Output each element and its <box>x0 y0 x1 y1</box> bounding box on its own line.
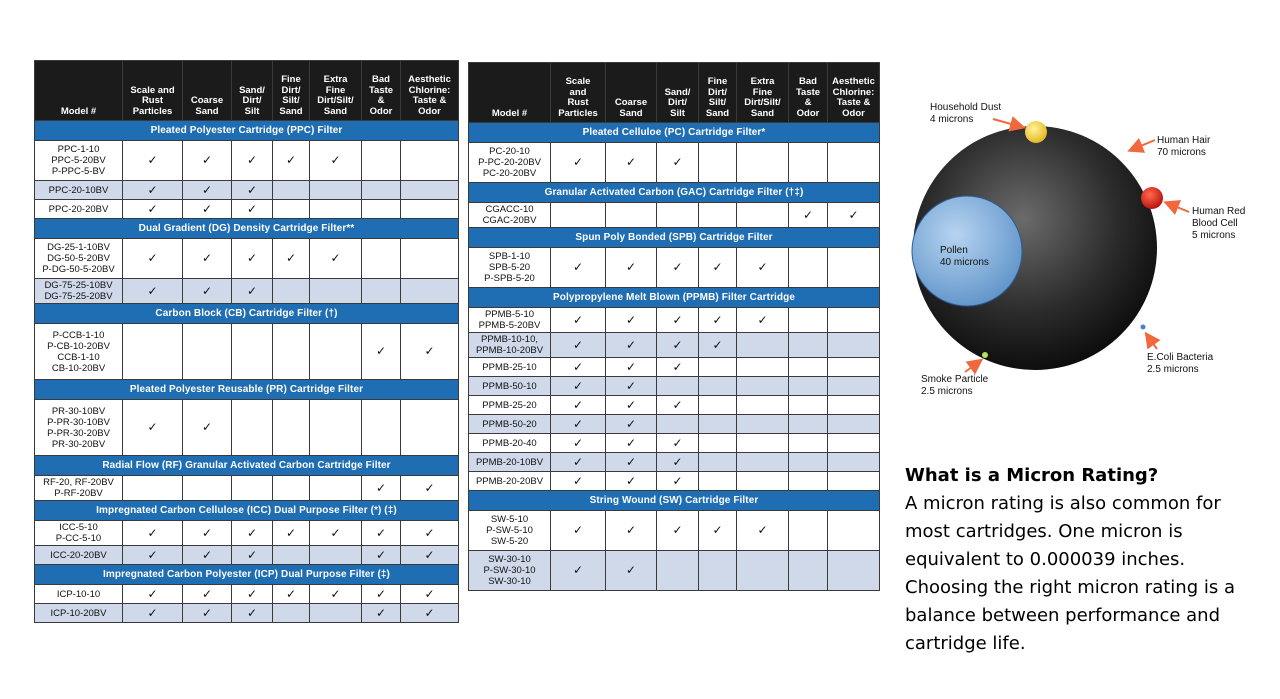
section-header-row <box>35 304 459 324</box>
empty-cell <box>310 476 362 501</box>
model-number-cell: PC-20-10 P-PC-20-20BV PC-20-20BV <box>469 143 551 183</box>
checkmark-cell: ✓ <box>123 239 183 279</box>
empty-cell <box>657 551 699 591</box>
checkmark-cell: ✓ <box>606 551 657 591</box>
empty-cell <box>362 279 401 304</box>
empty-cell <box>789 511 828 551</box>
checkmark-cell: ✓ <box>362 604 401 623</box>
table-row <box>469 333 880 358</box>
checkmark-cell: ✓ <box>310 585 362 604</box>
empty-cell <box>789 248 828 288</box>
checkmark-cell: ✓ <box>657 248 699 288</box>
empty-cell <box>737 551 789 591</box>
micron-size-diagram <box>905 95 1280 405</box>
checkmark-cell: ✓ <box>232 181 273 200</box>
table-row <box>469 551 880 591</box>
empty-cell <box>699 358 737 377</box>
checkmark-cell: ✓ <box>401 521 459 546</box>
empty-cell <box>699 396 737 415</box>
empty-cell <box>273 400 310 456</box>
checkmark-cell: ✓ <box>551 396 606 415</box>
checkmark-cell: ✓ <box>232 279 273 304</box>
checkmark-cell: ✓ <box>362 585 401 604</box>
checkmark-cell: ✓ <box>657 511 699 551</box>
empty-cell <box>828 472 880 491</box>
checkmark-cell: ✓ <box>699 308 737 333</box>
empty-cell <box>232 400 273 456</box>
empty-cell <box>310 546 362 565</box>
section-header-row <box>35 121 459 141</box>
empty-cell <box>737 396 789 415</box>
checkmark-cell: ✓ <box>273 141 310 181</box>
checkmark-cell: ✓ <box>123 141 183 181</box>
model-number-cell: PPMB-25-20 <box>469 396 551 415</box>
empty-cell <box>828 551 880 591</box>
empty-cell <box>828 308 880 333</box>
model-number-cell: PPC-20-20BV <box>35 200 123 219</box>
empty-cell <box>828 396 880 415</box>
section-header-row <box>35 501 459 521</box>
header-scale-rust: Scale and Rust Particles <box>551 63 606 123</box>
empty-cell <box>737 143 789 183</box>
empty-cell <box>737 472 789 491</box>
checkmark-cell: ✓ <box>606 143 657 183</box>
model-number-cell: PPMB-25-10 <box>469 358 551 377</box>
empty-cell <box>123 324 183 380</box>
section-header-row <box>35 565 459 585</box>
empty-cell <box>828 333 880 358</box>
model-number-cell: DG-75-25-10BV DG-75-25-20BV <box>35 279 123 304</box>
checkmark-cell: ✓ <box>551 308 606 333</box>
checkmark-cell: ✓ <box>606 434 657 453</box>
model-number-cell: PPMB-20-10BV <box>469 453 551 472</box>
checkmark-cell: ✓ <box>232 200 273 219</box>
empty-cell <box>737 453 789 472</box>
section-header-row <box>469 228 880 248</box>
empty-cell <box>737 333 789 358</box>
table-row <box>35 324 459 380</box>
empty-cell <box>362 400 401 456</box>
checkmark-cell: ✓ <box>606 333 657 358</box>
checkmark-cell: ✓ <box>273 585 310 604</box>
empty-cell <box>401 141 459 181</box>
checkmark-cell: ✓ <box>123 400 183 456</box>
checkmark-cell: ✓ <box>551 415 606 434</box>
table-row <box>35 546 459 565</box>
checkmark-cell: ✓ <box>551 472 606 491</box>
section-title: Pleated Polyester Reusable (PR) Cartridge Filter <box>35 380 459 400</box>
section-header-row <box>469 123 880 143</box>
model-number-cell: ICP-10-20BV <box>35 604 123 623</box>
model-number-cell: ICC-5-10 P-CC-5-10 <box>35 521 123 546</box>
header-bad-taste: Bad Taste & Odor <box>362 61 401 121</box>
checkmark-cell: ✓ <box>232 546 273 565</box>
checkmark-cell: ✓ <box>551 551 606 591</box>
checkmark-cell: ✓ <box>183 400 232 456</box>
table-row <box>469 415 880 434</box>
checkmark-cell: ✓ <box>699 248 737 288</box>
checkmark-cell: ✓ <box>657 453 699 472</box>
empty-cell <box>789 453 828 472</box>
checkmark-cell: ✓ <box>183 181 232 200</box>
checkmark-cell: ✓ <box>606 308 657 333</box>
empty-cell <box>699 377 737 396</box>
header-extra-fine: Extra Fine Dirt/Silt/ Sand <box>737 63 789 123</box>
checkmark-cell: ✓ <box>183 546 232 565</box>
right-filter-table <box>468 62 880 591</box>
empty-cell <box>699 472 737 491</box>
empty-cell <box>789 377 828 396</box>
model-number-cell: SW-5-10 P-SW-5-10 SW-5-20 <box>469 511 551 551</box>
section-header-row <box>35 380 459 400</box>
model-number-cell: PPMB-50-20 <box>469 415 551 434</box>
empty-cell <box>310 604 362 623</box>
empty-cell <box>232 476 273 501</box>
section-title: Polypropylene Melt Blown (PPMB) Filter Cartridge <box>469 288 880 308</box>
checkmark-cell: ✓ <box>232 604 273 623</box>
empty-cell <box>699 434 737 453</box>
empty-cell <box>828 453 880 472</box>
empty-cell <box>737 434 789 453</box>
empty-cell <box>310 200 362 219</box>
checkmark-cell: ✓ <box>123 521 183 546</box>
household-dust-label: Household Dust 4 microns <box>930 102 1002 125</box>
checkmark-cell: ✓ <box>606 396 657 415</box>
empty-cell <box>401 279 459 304</box>
empty-cell <box>273 546 310 565</box>
table-row <box>469 203 880 228</box>
empty-cell <box>273 476 310 501</box>
table-row <box>469 358 880 377</box>
empty-cell <box>737 203 789 228</box>
section-title: Pleated Celluloe (PC) Cartridge Filter* <box>469 123 880 143</box>
household-dust-circle <box>1025 121 1047 143</box>
model-number-cell: PPMB-10-10, PPMB-10-20BV <box>469 333 551 358</box>
checkmark-cell: ✓ <box>123 279 183 304</box>
table-row <box>35 141 459 181</box>
checkmark-cell: ✓ <box>551 333 606 358</box>
model-number-cell: ICC-20-20BV <box>35 546 123 565</box>
model-number-cell: PR-30-10BV P-PR-30-10BV P-PR-30-20BV PR-30-20BV <box>35 400 123 456</box>
table-row <box>469 308 880 333</box>
empty-cell <box>699 203 737 228</box>
table-row <box>35 239 459 279</box>
empty-cell <box>789 308 828 333</box>
checkmark-cell: ✓ <box>401 604 459 623</box>
checkmark-cell: ✓ <box>273 239 310 279</box>
empty-cell <box>273 279 310 304</box>
table-row <box>35 400 459 456</box>
header-sand-dirt-silt: Sand/ Dirt/ Silt <box>657 63 699 123</box>
pollen-label: Pollen 40 microns <box>940 245 989 268</box>
empty-cell <box>183 324 232 380</box>
checkmark-cell: ✓ <box>232 239 273 279</box>
empty-cell <box>551 203 606 228</box>
header-fine-dirt: Fine Dirt/ Silt/ Sand <box>699 63 737 123</box>
checkmark-cell: ✓ <box>657 434 699 453</box>
table-row <box>35 521 459 546</box>
checkmark-cell: ✓ <box>699 511 737 551</box>
checkmark-cell: ✓ <box>551 248 606 288</box>
empty-cell <box>789 434 828 453</box>
section-title: Granular Activated Carbon (GAC) Cartridge Filter (†‡) <box>469 183 880 203</box>
header-aesthetic-chlorine: Aesthetic Chlorine: Taste & Odor <box>828 63 880 123</box>
checkmark-cell: ✓ <box>123 200 183 219</box>
empty-cell <box>737 377 789 396</box>
checkmark-cell: ✓ <box>183 239 232 279</box>
left-table-body <box>35 121 459 623</box>
section-header-row <box>35 219 459 239</box>
checkmark-cell: ✓ <box>401 476 459 501</box>
section-title: Impregnated Carbon Polyester (ICP) Dual Purpose Filter (‡) <box>35 565 459 585</box>
checkmark-cell: ✓ <box>606 377 657 396</box>
model-number-cell: CGACC-10 CGAC-20BV <box>469 203 551 228</box>
checkmark-cell: ✓ <box>401 324 459 380</box>
table-row <box>469 434 880 453</box>
model-number-cell: P-CCB-1-10 P-CB-10-20BV CCB-1-10 CB-10-20BV <box>35 324 123 380</box>
empty-cell <box>828 358 880 377</box>
checkmark-cell: ✓ <box>606 472 657 491</box>
header-aesthetic-chlorine: Aesthetic Chlorine: Taste & Odor <box>401 61 459 121</box>
checkmark-cell: ✓ <box>657 472 699 491</box>
left-filter-table <box>34 60 459 623</box>
section-title: Spun Poly Bonded (SPB) Cartridge Filter <box>469 228 880 248</box>
red-blood-cell-circle <box>1141 187 1163 209</box>
checkmark-cell: ✓ <box>551 143 606 183</box>
table-row <box>35 279 459 304</box>
hair-arrow <box>1131 140 1155 150</box>
empty-cell <box>606 203 657 228</box>
micron-rating-body: A micron rating is also common for most cartridges. One micron is equivalent to 0.000039 inches. Choosing the right micron rating is a balance between performance and cartridge life. <box>905 493 1235 654</box>
table-row <box>35 476 459 501</box>
checkmark-cell: ✓ <box>737 248 789 288</box>
header-model: Model # <box>35 61 123 121</box>
checkmark-cell: ✓ <box>123 546 183 565</box>
empty-cell <box>273 200 310 219</box>
empty-cell <box>699 453 737 472</box>
empty-cell <box>273 181 310 200</box>
checkmark-cell: ✓ <box>310 141 362 181</box>
blood-arrow <box>1167 203 1189 212</box>
empty-cell <box>789 551 828 591</box>
empty-cell <box>737 415 789 434</box>
dust-arrow <box>993 119 1022 127</box>
empty-cell <box>362 181 401 200</box>
checkmark-cell: ✓ <box>362 324 401 380</box>
empty-cell <box>828 511 880 551</box>
checkmark-cell: ✓ <box>401 546 459 565</box>
table-row <box>35 200 459 219</box>
ecoli-arrow <box>1147 335 1157 349</box>
checkmark-cell: ✓ <box>657 358 699 377</box>
empty-cell <box>401 400 459 456</box>
model-number-cell: PPMB-5-10 PPMB-5-20BV <box>469 308 551 333</box>
table-row <box>35 604 459 623</box>
checkmark-cell: ✓ <box>606 415 657 434</box>
right-table-body <box>469 123 880 591</box>
checkmark-cell: ✓ <box>699 333 737 358</box>
checkmark-cell: ✓ <box>657 396 699 415</box>
checkmark-cell: ✓ <box>310 239 362 279</box>
empty-cell <box>273 604 310 623</box>
empty-cell <box>828 415 880 434</box>
header-coarse-sand: Coarse Sand <box>606 63 657 123</box>
checkmark-cell: ✓ <box>232 141 273 181</box>
empty-cell <box>828 248 880 288</box>
red-blood-cell-label: Human Red Blood Cell 5 microns <box>1192 206 1246 241</box>
table-row <box>469 453 880 472</box>
smoke-arrow <box>965 361 980 372</box>
empty-cell <box>657 377 699 396</box>
empty-cell <box>789 143 828 183</box>
ecoli-dot <box>1141 325 1146 330</box>
header-bad-taste: Bad Taste & Odor <box>789 63 828 123</box>
empty-cell <box>310 324 362 380</box>
header-extra-fine: Extra Fine Dirt/Silt/ Sand <box>310 61 362 121</box>
empty-cell <box>362 239 401 279</box>
checkmark-cell: ✓ <box>551 453 606 472</box>
checkmark-cell: ✓ <box>183 141 232 181</box>
empty-cell <box>310 279 362 304</box>
empty-cell <box>362 200 401 219</box>
section-title: Pleated Polyester Cartridge (PPC) Filter <box>35 121 459 141</box>
empty-cell <box>310 181 362 200</box>
checkmark-cell: ✓ <box>232 585 273 604</box>
model-number-cell: PPMB-20-40 <box>469 434 551 453</box>
empty-cell <box>401 239 459 279</box>
checkmark-cell: ✓ <box>183 200 232 219</box>
model-number-cell: PPC-1-10 PPC-5-20BV P-PPC-5-BV <box>35 141 123 181</box>
empty-cell <box>362 141 401 181</box>
checkmark-cell: ✓ <box>606 358 657 377</box>
section-header-row <box>469 491 880 511</box>
checkmark-cell: ✓ <box>657 143 699 183</box>
checkmark-cell: ✓ <box>551 377 606 396</box>
checkmark-cell: ✓ <box>606 248 657 288</box>
empty-cell <box>699 143 737 183</box>
checkmark-cell: ✓ <box>183 521 232 546</box>
checkmark-cell: ✓ <box>606 511 657 551</box>
ecoli-label: E.Coli Bacteria 2.5 microns <box>1147 352 1214 375</box>
empty-cell <box>657 415 699 434</box>
empty-cell <box>232 324 273 380</box>
checkmark-cell: ✓ <box>273 521 310 546</box>
checkmark-cell: ✓ <box>183 279 232 304</box>
header-model: Model # <box>469 63 551 123</box>
checkmark-cell: ✓ <box>606 453 657 472</box>
empty-cell <box>310 400 362 456</box>
checkmark-cell: ✓ <box>232 521 273 546</box>
section-title: Carbon Block (CB) Cartridge Filter (†) <box>35 304 459 324</box>
empty-cell <box>273 324 310 380</box>
header-fine-dirt: Fine Dirt/ Silt/ Sand <box>273 61 310 121</box>
table-row <box>469 396 880 415</box>
section-title: Dual Gradient (DG) Density Cartridge Filter** <box>35 219 459 239</box>
section-title: Radial Flow (RF) Granular Activated Carbon Cartridge Filter <box>35 456 459 476</box>
checkmark-cell: ✓ <box>123 585 183 604</box>
empty-cell <box>401 181 459 200</box>
checkmark-cell: ✓ <box>123 181 183 200</box>
model-number-cell: RF-20, RF-20BV P-RF-20BV <box>35 476 123 501</box>
empty-cell <box>789 415 828 434</box>
empty-cell <box>657 203 699 228</box>
checkmark-cell: ✓ <box>362 476 401 501</box>
checkmark-cell: ✓ <box>183 585 232 604</box>
model-number-cell: SW-30-10 P-SW-30-10 SW-30-10 <box>469 551 551 591</box>
header-coarse-sand: Coarse Sand <box>183 61 232 121</box>
checkmark-cell: ✓ <box>123 604 183 623</box>
empty-cell <box>789 333 828 358</box>
checkmark-cell: ✓ <box>183 604 232 623</box>
empty-cell <box>828 143 880 183</box>
smoke-particle-label: Smoke Particle 2.5 microns <box>921 374 989 397</box>
checkmark-cell: ✓ <box>657 333 699 358</box>
model-number-cell: PPC-20-10BV <box>35 181 123 200</box>
checkmark-cell: ✓ <box>789 203 828 228</box>
table-row <box>35 181 459 200</box>
empty-cell <box>183 476 232 501</box>
checkmark-cell: ✓ <box>362 546 401 565</box>
table-row <box>469 248 880 288</box>
human-hair-label: Human Hair 70 microns <box>1157 135 1211 158</box>
model-number-cell: DG-25-1-10BV DG-50-5-20BV P-DG-50-5-20BV <box>35 239 123 279</box>
table-row <box>469 143 880 183</box>
section-title: String Wound (SW) Cartridge Filter <box>469 491 880 511</box>
empty-cell <box>828 434 880 453</box>
checkmark-cell: ✓ <box>657 308 699 333</box>
section-header-row <box>35 456 459 476</box>
smoke-particle-dot <box>982 352 988 358</box>
table-row <box>469 472 880 491</box>
table-row <box>35 585 459 604</box>
table-row <box>469 377 880 396</box>
checkmark-cell: ✓ <box>551 358 606 377</box>
empty-cell <box>789 396 828 415</box>
checkmark-cell: ✓ <box>828 203 880 228</box>
empty-cell <box>123 476 183 501</box>
checkmark-cell: ✓ <box>362 521 401 546</box>
checkmark-cell: ✓ <box>551 511 606 551</box>
empty-cell <box>699 415 737 434</box>
section-title: Impregnated Carbon Cellulose (ICC) Dual Purpose Filter (*) (‡) <box>35 501 459 521</box>
micron-rating-title: What is a Micron Rating? <box>905 465 1159 486</box>
model-number-cell: PPMB-20-20BV <box>469 472 551 491</box>
model-number-cell: ICP-10-10 <box>35 585 123 604</box>
empty-cell <box>737 358 789 377</box>
micron-rating-description <box>905 462 1255 658</box>
empty-cell <box>828 377 880 396</box>
model-number-cell: PPMB-50-10 <box>469 377 551 396</box>
table-row <box>469 511 880 551</box>
model-number-cell: SPB-1-10 SPB-5-20 P-SPB-5-20 <box>469 248 551 288</box>
checkmark-cell: ✓ <box>737 308 789 333</box>
section-header-row <box>469 183 880 203</box>
section-header-row <box>469 288 880 308</box>
header-sand-dirt-silt: Sand/ Dirt/ Silt <box>232 61 273 121</box>
empty-cell <box>789 358 828 377</box>
checkmark-cell: ✓ <box>737 511 789 551</box>
empty-cell <box>699 551 737 591</box>
empty-cell <box>789 472 828 491</box>
header-scale-rust: Scale and Rust Particles <box>123 61 183 121</box>
empty-cell <box>401 200 459 219</box>
checkmark-cell: ✓ <box>551 434 606 453</box>
checkmark-cell: ✓ <box>401 585 459 604</box>
checkmark-cell: ✓ <box>310 521 362 546</box>
